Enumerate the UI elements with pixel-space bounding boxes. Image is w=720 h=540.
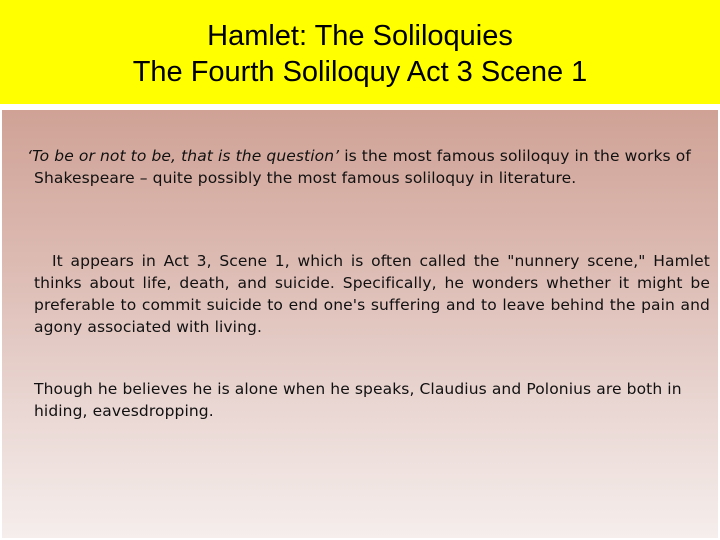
content-panel (2, 110, 718, 538)
paragraph-text: is the most famous soliloquy in the works of Shakespeare – quite possibly the most famous soliloquy in literature. (34, 147, 691, 187)
slide-title: Hamlet: The Soliloquies (207, 20, 513, 52)
paragraph-nunnery-scene: It appears in Act 3, Scene 1, which is often called the "nunnery scene," Hamlet thinks about life, death, and suicide. Specifically, he wonders whether it might be preferable to commit suicide to end one's suffering and to leave behind the pain and agony associated with living. (34, 252, 710, 336)
slide-title-bar (0, 0, 720, 104)
paragraph-famous-soliloquy (27, 145, 710, 189)
soliloquy-quote: ‘To be or not to be, that is the question’ (27, 147, 340, 165)
slide-subtitle: The Fourth Soliloquy Act 3 Scene 1 (132, 56, 588, 88)
paragraph-eavesdropping: Though he believes he is alone when he speaks, Claudius and Polonius are both in hiding, eavesdropping. (34, 380, 682, 420)
